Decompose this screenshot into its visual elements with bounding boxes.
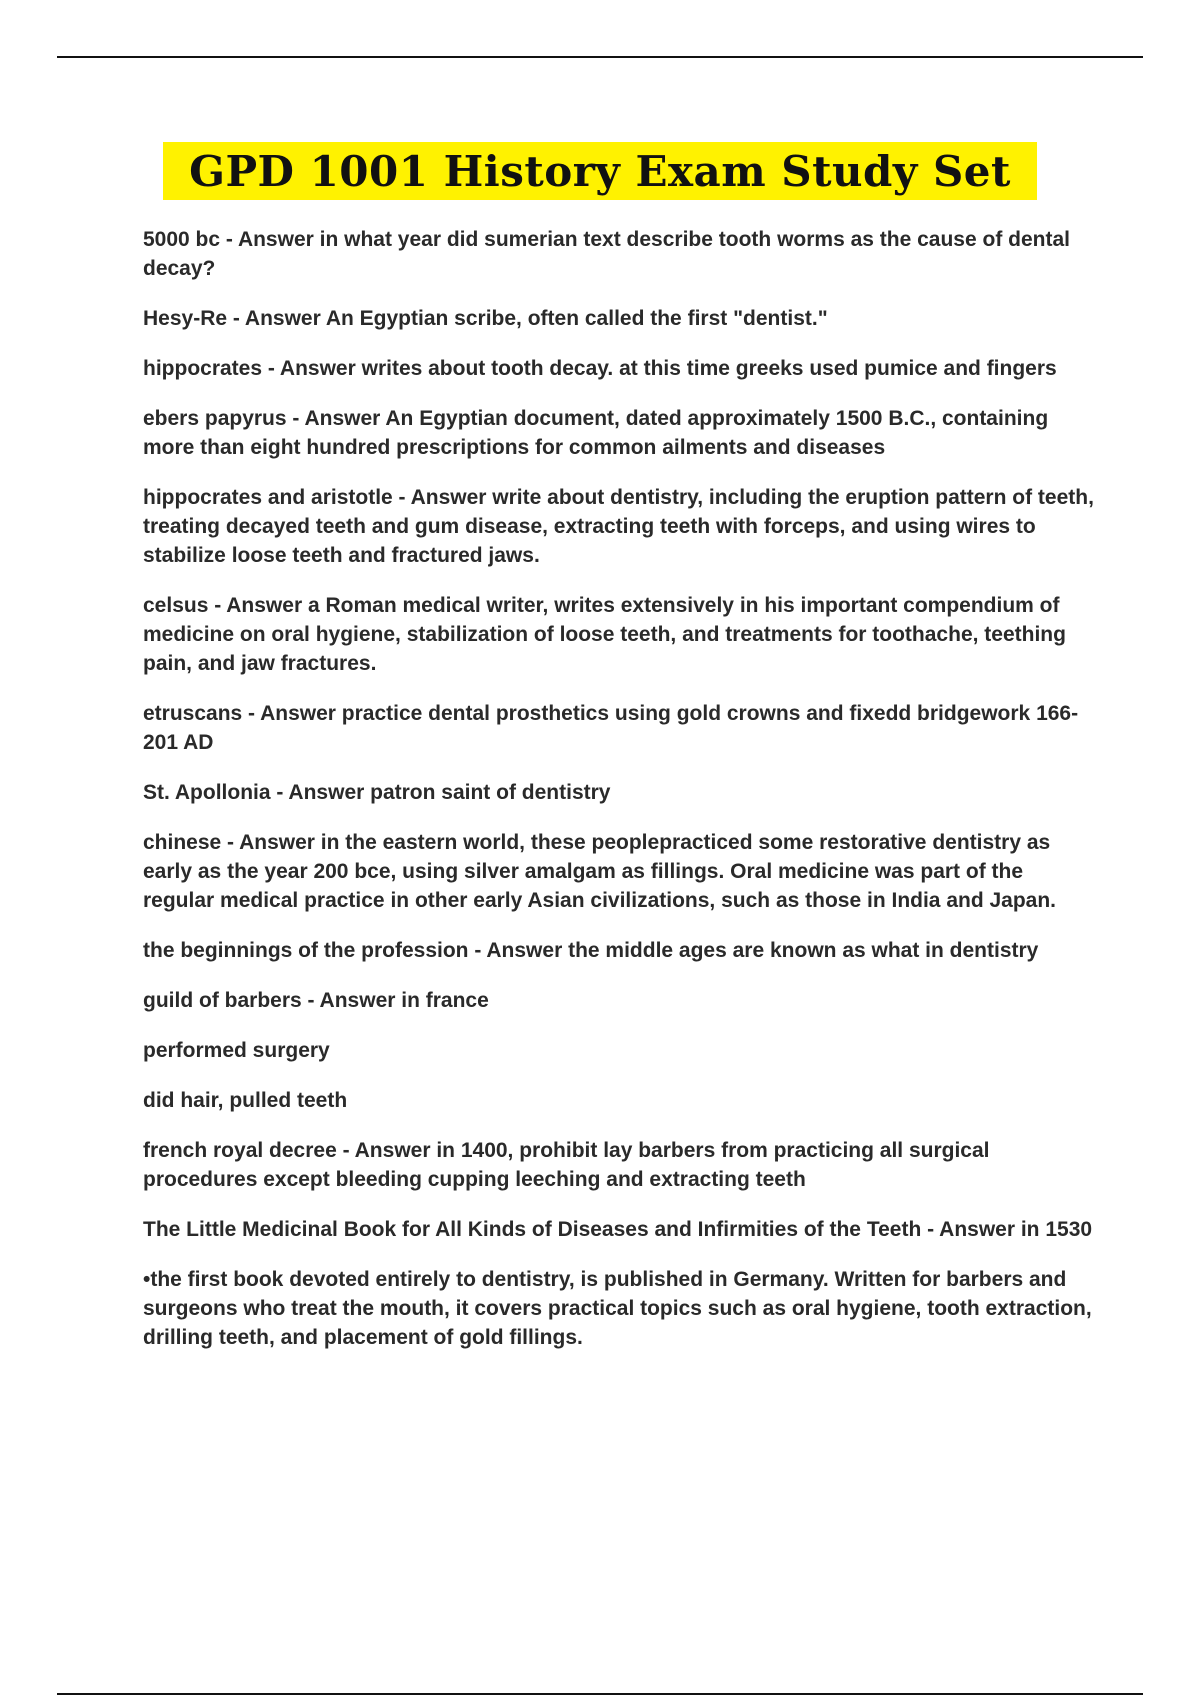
entry-item: performed surgery	[143, 1039, 330, 1062]
entry-item: french royal decree - Answer in 1400, prohibit lay barbers from practicing all surgical procedures except bleeding cupping leeching and extracting teeth	[143, 1139, 990, 1191]
entry-item: •the first book devoted entirely to dentistry, is published in Germany. Written for barbers and surgeons who treat the mouth, it covers practical topics such as oral hygiene, tooth extraction, drilling teeth, and placement of gold fillings.	[143, 1268, 1092, 1349]
page-title: GPD 1001 History Exam Study Set	[163, 142, 1037, 200]
entry-item: chinese - Answer in the eastern world, these peoplepracticed some restorative dentistry as early as the year 200 bce, using silver amalgam as fillings. Oral medicine was part of the regular medical practice in other early Asian civilizations, such as those in India and Japan.	[143, 831, 1057, 912]
entry-item: did hair, pulled teeth	[143, 1089, 348, 1112]
entry-item: The Little Medicinal Book for All Kinds of Diseases and Infirmities of the Teeth - Answer in 1530	[143, 1218, 1093, 1241]
entry-item: Hesy-Re - Answer An Egyptian scribe, often called the first "dentist."	[143, 307, 828, 330]
entry-item: 5000 bc - Answer in what year did sumerian text describe tooth worms as the cause of dental decay?	[143, 228, 1070, 280]
title-container	[0, 142, 1200, 200]
entry-item: celsus - Answer a Roman medical writer, writes extensively in his important compendium of medicine on oral hygiene, stabilization of loose teeth, and treatments for toothache, teething pain, and jaw fractures.	[143, 594, 1066, 675]
study-entries	[143, 225, 1098, 1373]
entry-item: the beginnings of the profession - Answer the middle ages are known as what in dentistry	[143, 939, 1039, 962]
entry-item: hippocrates - Answer writes about tooth decay. at this time greeks used pumice and fingers	[143, 357, 1057, 380]
entry-item: hippocrates and aristotle - Answer write about dentistry, including the eruption pattern of teeth, treating decayed teeth and gum disease, extracting teeth with forceps, and using wires to stabilize loose teeth and fractured jaws.	[143, 486, 1094, 567]
entry-item: guild of barbers - Answer in france	[143, 989, 489, 1012]
entry-item: ebers papyrus - Answer An Egyptian document, dated approximately 1500 B.C., containing more than eight hundred prescriptions for common ailments and diseases	[143, 407, 1049, 459]
bottom-rule	[57, 1693, 1143, 1695]
entry-item: etruscans - Answer practice dental prosthetics using gold crowns and fixedd bridgework 166-201 AD	[143, 702, 1079, 754]
top-rule	[57, 56, 1143, 58]
entry-item: St. Apollonia - Answer patron saint of dentistry	[143, 781, 611, 804]
